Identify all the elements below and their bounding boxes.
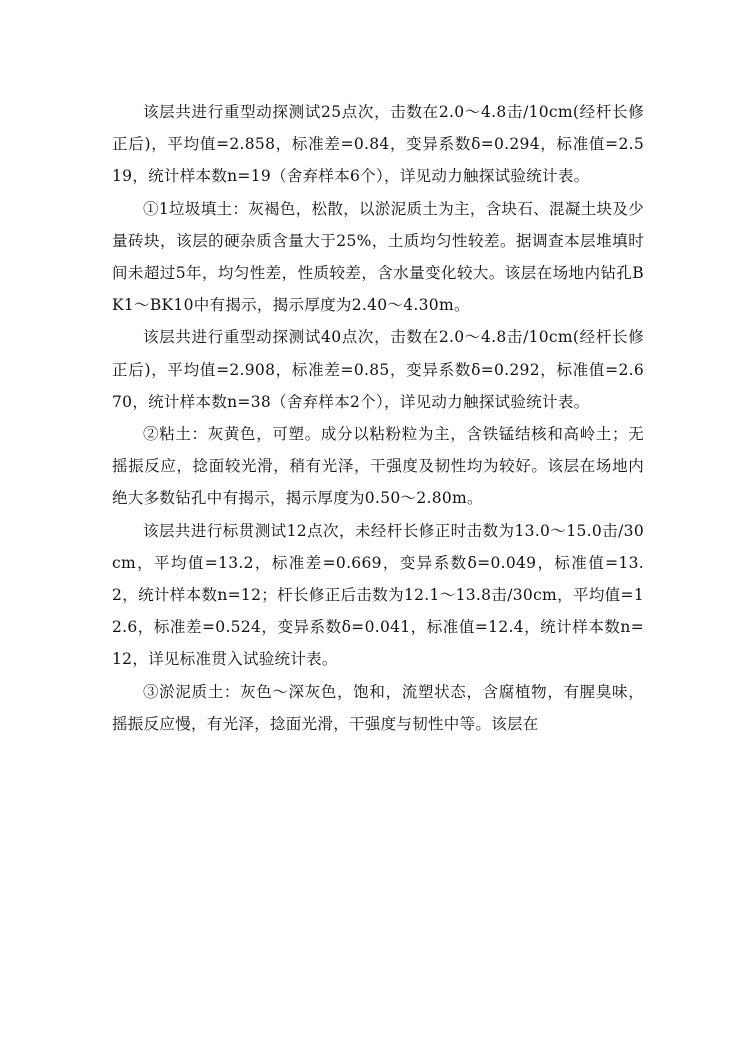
paragraph-mucky-soil: ③淤泥质土：灰色～深灰色，饱和，流塑状态，含腐植物，有腥臭味，摇振反应慢，有光泽，捻面光滑，干强度与韧性中等。该层在 (112, 682, 644, 733)
paragraph-clay: ②粘土：灰黄色，可塑。成分以粘粉粒为主，含铁锰结核和高岭土；无摇振反应，捻面较光滑，稍有光泽，干强度及韧性均为较好。该层在场地内绝大多数钻孔中有揭示，揭示厚度为0.50～2.80m。 (112, 425, 644, 508)
paragraph-standard-penetration-test: 该层共进行标贯测试12点次，未经杆长修正时击数为13.0～15.0击/30cm，平均值=13.2，标准差=0.669，变异系数δ=0.049，标准值=13.2，统计样本数n=12；杆长修正后击数为12.1～13.8击/30cm，平均值=12.6，标准差=0.524，变异系数δ=0.041，标准值=12.4，统计样本数n=12，详见标准贯入试验统计表。 (112, 521, 644, 669)
paragraph-dynamic-probe-test-2: 该层共进行重型动探测试40点次，击数在2.0～4.8击/10cm(经杆长修正后)，平均值=2.908，标准差=0.85，变异系数δ=0.292，标准值=2.670，统计样本数n=38（舍弃样本2个），详见动力触探试验统计表。 (112, 328, 644, 411)
document-body (112, 96, 644, 740)
paragraph-garbage-fill-soil: ①1垃圾填土：灰褐色，松散，以淤泥质土为主，含块石、混凝土块及少量砖块，该层的硬杂质含量大于25%，土质均匀性较差。据调查本层堆填时间未超过5年，均匀性差，性质较差，含水量变化较大。该层在场地内钻孔BK1～BK10中有揭示，揭示厚度为2.40～4.30m。 (112, 199, 644, 315)
paragraph-dynamic-probe-test-1: 该层共进行重型动探测试25点次，击数在2.0～4.8击/10cm(经杆长修正后)，平均值=2.858，标准差=0.84，变异系数δ=0.294，标准值=2.519，统计样本数n=19（舍弃样本6个），详见动力触探试验统计表。 (112, 103, 644, 186)
